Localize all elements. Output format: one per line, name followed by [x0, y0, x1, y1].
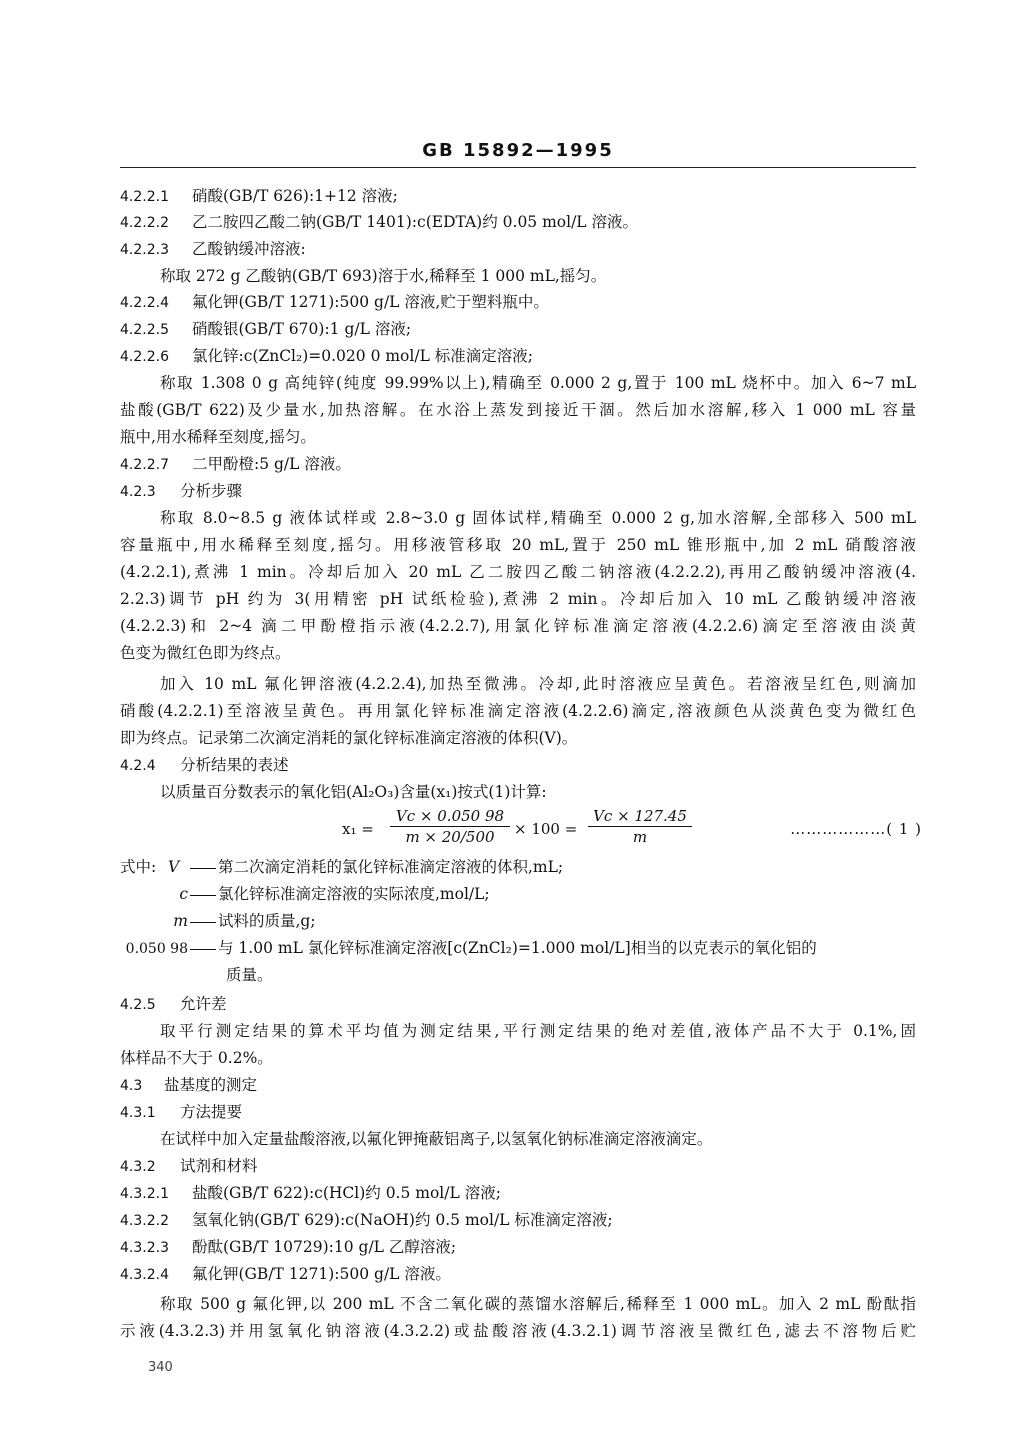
- line: 4.3.2.4 氟化钾(GB/T 1271):500 g/L 溶液。: [120, 1265, 451, 1283]
- fraction-2: $\frac{Vc \times 127.45}{m}$: [588, 806, 692, 847]
- header-rule: [120, 167, 916, 168]
- line: 称取 8.0~8.5 g 液体试样或 2.8~3.0 g 固体试样,精确至 0.000 2 g,加水溶解,全部移入 500 mL: [160, 509, 916, 527]
- formula-mid: × 100 =: [514, 820, 578, 838]
- line: 硝酸(4.2.2.1)至溶液呈黄色。再用氯化锌标准滴定溶液(4.2.2.6)滴定,溶液颜色从淡黄色变为微红色: [120, 702, 916, 720]
- section-heading: 4.3.1 方法提要: [120, 1103, 243, 1121]
- legend-row: 质量。: [226, 966, 273, 984]
- line: 以质量百分数表示的氧化铝(Al₂O₃)含量(x₁)按式(1)计算:: [160, 783, 547, 801]
- line: 称取 272 g 乙酸钠(GB/T 693)溶于水,稀释至 1 000 mL,摇匀。: [160, 267, 607, 285]
- line: 4.3.2.1 盐酸(GB/T 622):c(HCl)约 0.5 mol/L 溶液;: [120, 1184, 501, 1202]
- legend-row: m 试料的质量,g;: [173, 912, 316, 930]
- line: 加入 10 mL 氟化钾溶液(4.2.2.4),加热至微沸。冷却,此时溶液应呈黄色。若溶液呈红色,则滴加: [160, 675, 916, 693]
- dash: [190, 895, 216, 896]
- formula-lhs: x₁ =: [342, 820, 374, 838]
- dash: [190, 922, 216, 923]
- line: (4.2.2.1),煮沸 1 min。冷却后加入 20 mL 乙二胺四乙酸二钠溶液(4.2.2.2),再用乙酸钠缓冲溶液(4.: [120, 563, 916, 581]
- line: 称取 500 g 氟化钾,以 200 mL 不含二氧化碳的蒸馏水溶解后,稀释至 1 000 mL。加入 2 mL 酚酞指: [160, 1295, 916, 1313]
- line: 4.2.2.3 乙酸钠缓冲溶液:: [120, 240, 306, 258]
- line: 称取 1.308 0 g 高纯锌(纯度 99.99%以上),精确至 0.000 2 g,置于 100 mL 烧杯中。加入 6~7 mL: [160, 374, 916, 392]
- line: 即为终点。记录第二次滴定消耗的氯化锌标准滴定溶液的体积(V)。: [120, 729, 578, 747]
- line: 4.2.2.4 氟化钾(GB/T 1271):500 g/L 溶液,贮于塑料瓶中。: [120, 293, 549, 311]
- line: 4.3.2.2 氢氧化钠(GB/T 629):c(NaOH)约 0.5 mol/L 标准滴定溶液;: [120, 1211, 613, 1229]
- section-heading: 4.3.2 试剂和材料: [120, 1157, 258, 1175]
- legend-row: 式中: V 第二次滴定消耗的氯化锌标准滴定溶液的体积,mL;: [120, 858, 564, 876]
- line: 瓶中,用水稀释至刻度,摇匀。: [120, 428, 316, 446]
- line: 4.2.2.6 氯化锌:c(ZnCl₂)=0.020 0 mol/L 标准滴定溶液;: [120, 347, 534, 365]
- line: 4.2.2.5 硝酸银(GB/T 670):1 g/L 溶液;: [120, 320, 412, 338]
- dash: [190, 949, 216, 950]
- dash: [190, 868, 216, 869]
- line: 2.2.3)调节 pH 约为 3(用精密 pH 试纸检验),煮沸 2 min。冷却后加入 10 mL 乙酸钠缓冲溶液: [120, 590, 916, 608]
- formula: [342, 806, 922, 854]
- line: (4.2.2.3)和 2~4 滴二甲酚橙指示液(4.2.2.7),用氯化锌标准滴定溶液(4.2.2.6)滴定至溶液由淡黄: [120, 617, 916, 635]
- line: 色变为微红色即为终点。: [120, 644, 291, 662]
- equation-number: ………………( 1 ): [790, 820, 922, 838]
- line: 体样品不大于 0.2%。: [120, 1049, 273, 1067]
- line: 盐酸(GB/T 622)及少量水,加热溶解。在水浴上蒸发到接近干涸。然后加水溶解,移入 1 000 mL 容量: [120, 401, 916, 419]
- fraction-1: $\frac{Vc \times 0.050 98}{m \times 20/500}$: [390, 806, 510, 847]
- section-heading: 4.2.4 分析结果的表述: [120, 756, 289, 774]
- page-header: GB 15892—1995: [422, 140, 614, 161]
- line: 容量瓶中,用水稀释至刻度,摇匀。用移液管移取 20 mL,置于 250 mL 锥形瓶中,加 2 mL 硝酸溶液: [120, 536, 916, 554]
- legend-row: 0.050 98 与 1.00 mL 氯化锌标准滴定溶液[c(ZnCl₂)=1.000 mol/L]相当的以克表示的氧化铝的: [125, 939, 817, 957]
- section-heading: 4.2.5 允许差: [120, 995, 227, 1013]
- page-number: 340: [148, 1360, 173, 1375]
- section-heading: 4.3 盐基度的测定: [120, 1076, 258, 1094]
- line: 取平行测定结果的算术平均值为测定结果,平行测定结果的绝对差值,液体产品不大于 0.1%,固: [160, 1022, 916, 1040]
- line: 示液(4.3.2.3)并用氢氧化钠溶液(4.3.2.2)或盐酸溶液(4.3.2.1)调节溶液呈微红色,滤去不溶物后贮: [120, 1322, 916, 1340]
- line: 4.2.2.2 乙二胺四乙酸二钠(GB/T 1401):c(EDTA)约 0.05 mol/L 溶液。: [120, 213, 639, 231]
- section-heading: 4.2.3 分析步骤: [120, 482, 243, 500]
- line: 在试样中加入定量盐酸溶液,以氟化钾掩蔽铝离子,以氢氧化钠标准滴定溶液滴定。: [160, 1130, 713, 1148]
- line: 4.2.2.7 二甲酚橙:5 g/L 溶液。: [120, 455, 351, 473]
- line: 4.3.2.3 酚酞(GB/T 10729):10 g/L 乙醇溶液;: [120, 1238, 457, 1256]
- legend-row: c 氯化锌标准滴定溶液的实际浓度,mol/L;: [179, 885, 490, 903]
- line: 4.2.2.1 硝酸(GB/T 626):1+12 溶液;: [120, 187, 398, 205]
